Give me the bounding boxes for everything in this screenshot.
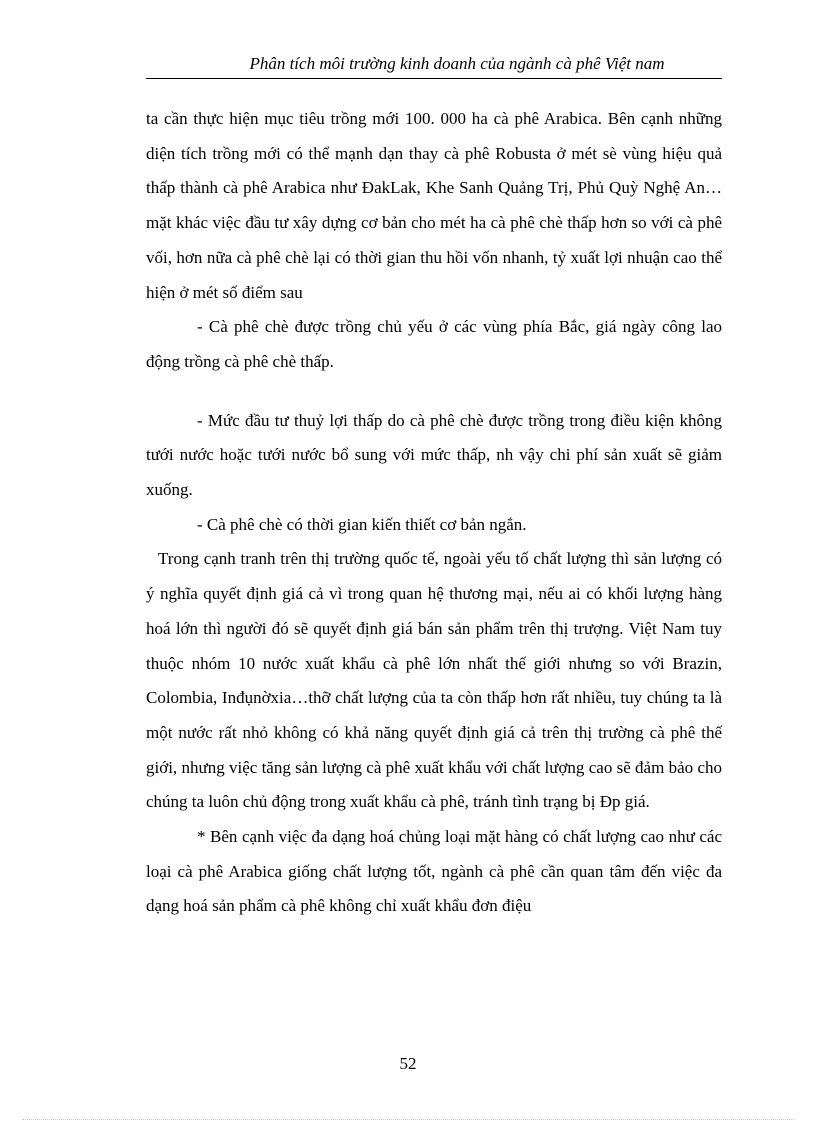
page-bottom-border bbox=[22, 1119, 794, 1120]
document-body bbox=[146, 102, 722, 924]
paragraph-spacer bbox=[146, 380, 722, 404]
paragraph-bullet-construction: - Cà phê chè có thời gian kiến thiết cơ bản ngắn. bbox=[197, 514, 527, 534]
paragraph-bullet-irrigation: - Mức đầu tư thuỷ lợi thấp do cà phê chè được trồng trong điều kiện không tưới nước hoặc tưới nước bổ sung với mức thấp, nh vậy chi phí sản xuất sẽ giảm xuống. bbox=[146, 410, 722, 500]
page-number: 52 bbox=[399, 1054, 417, 1073]
header-divider bbox=[146, 78, 722, 79]
paragraph-intro: ta cần thực hiện mục tiêu trồng mới 100. 000 ha cà phê Arabica. Bên cạnh những diện tích trồng mới có thể mạnh dạn thay cà phê Robusta ở mét sè vùng hiệu quả thấp thành cà phê Arabica như ĐakLak, Khe Sanh Quảng Trị, Phủ Quỳ Nghệ An…mặt khác việc đầu tư xây dựng cơ bản cho mét ha cà phê chè thấp hơn so với cà phê vối, hơn nữa cà phê chè lại có thời gian thu hồi vốn nhanh, tỷ xuất lợi nhuận cao thể hiện ở mét số điểm sau bbox=[146, 109, 722, 302]
paragraph-diversification: * Bên cạnh việc đa dạng hoá chủng loại mặt hàng có chất lượng cao như các loại cà phê Arabica giống chất lượng tốt, ngành cà phê cần quan tâm đến việc đa dạng hoá sản phẩm cà phê không chỉ xuất khẩu đơn điệu bbox=[146, 827, 722, 916]
paragraph-bullet-labor: - Cà phê chè được trồng chủ yếu ở các vùng phía Bắc, giá ngày công lao động trồng cà phê chè thấp. bbox=[146, 317, 722, 371]
page-header-title: Phân tích môi trường kinh doanh của ngành cà phê Việt nam bbox=[249, 54, 665, 73]
paragraph-competition: Trong cạnh tranh trên thị trường quốc tế, ngoài yếu tố chất lượng thì sản lượng có ý nghĩa quyết định giá cả vì trong quan hệ thương mại, nếu ai có khối lượng hàng hoá lớn thì người đó sẽ quyết định giá bán sản phẩm trên thị trượng. Việt Nam tuy thuộc nhóm 10 nước xuất khẩu cà phê lớn nhất thế giới nhưng so với Brazin, Colombia, Inđụnờxia…thỡ chất lượng của ta còn thấp hơn rất nhiều, tuy chúng ta là một nước rất nhỏ không có khả năng quyết định giá cả trên thị trường cà phê thế giới, nhưng việc tăng sản lượng cà phê xuất khẩu với chất lượng cao sẽ đảm bảo cho chúng ta luôn chủ động trong xuất khẩu cà phê, tránh tình trạng bị Ðp giá. bbox=[146, 549, 722, 812]
